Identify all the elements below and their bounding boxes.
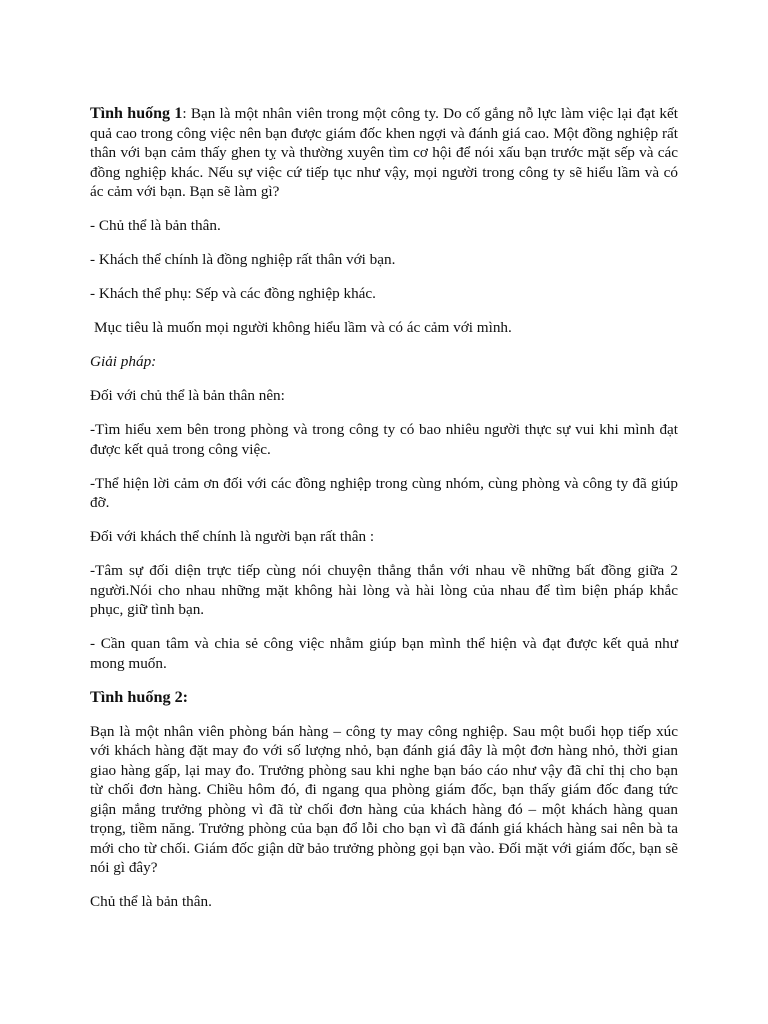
point-subject: - Chủ thể là bản thân. — [90, 217, 221, 234]
self-intro: Đối với chủ thể là bản thân nên: — [90, 387, 285, 404]
self-item-2: -Thể hiện lời cảm ơn đối với các đồng nghiệp trong cùng nhóm, cùng phòng và công ty đã giúp đỡ. — [90, 474, 678, 511]
situation1-label: Tình huống 1 — [90, 105, 183, 122]
friend-item-1: -Tâm sự đối diện trực tiếp cùng nói chuyện thẳng thắn với nhau về những bất đồng giữa 2 người.Nói cho nhau những mặt không hài lòng và hài lòng của nhau để tìm biện pháp khắc phục, giữ tình bạn. — [90, 562, 678, 618]
situation1-separator: : — [182, 105, 191, 122]
document-page — [90, 104, 678, 912]
situation2-subject: Chủ thể là bản thân. — [90, 893, 212, 910]
point-secondary-object: - Khách thể phụ: Sếp và các đồng nghiệp khác. — [90, 285, 376, 302]
situation1-body: Bạn là một nhân viên trong một công ty. Do cố gắng nỗ lực làm việc lại đạt kết quả cao trong công việc nên bạn được giám đốc khen ngợi và đánh giá cao. Một đồng nghiệp rất thân với bạn cảm thấy ghen tỵ và thường xuyên tìm cơ hội để nói xấu bạn trước mặt sếp và các đồng nghiệp khác. Nếu sự việc cứ tiếp tục như vậy, mọi người trong công ty sẽ hiểu lầm và có ác cảm với bạn. Bạn sẽ làm gì? — [90, 105, 678, 200]
situation2-heading: Tình huống 2: — [90, 687, 189, 706]
solution-label: Giải pháp: — [90, 353, 157, 370]
self-item-1: -Tìm hiểu xem bên trong phòng và trong công ty có bao nhiêu người thực sự vui khi mình đạt được kết quả trong công việc. — [90, 421, 678, 458]
friend-item-2: - Cần quan tâm và chia sẻ công việc nhằm giúp bạn mình thể hiện và đạt được kết quả như mong muốn. — [90, 635, 678, 672]
friend-intro: Đối với khách thể chính là người bạn rất thân : — [90, 528, 375, 545]
point-main-object: - Khách thể chính là đồng nghiệp rất thân với bạn. — [90, 251, 396, 268]
situation1-paragraph — [90, 104, 678, 202]
goal-text: Mục tiêu là muốn mọi người không hiểu lầm và có ác cảm với mình. — [94, 319, 512, 336]
situation2-body: Bạn là một nhân viên phòng bán hàng – công ty may công nghiệp. Sau một buổi họp tiếp xúc với khách hàng đặt may đo với số lượng nhỏ, bạn đánh giá đây là một đơn hàng nhỏ, thời gian giao hàng gấp, lại may đo. Trưởng phòng sau khi nghe bạn báo cáo như vậy đã chỉ thị cho bạn từ chối đơn hàng. Chiều hôm đó, đi ngang qua phòng giám đốc, bạn thấy giám đốc đang tức giận mắng trưởng phòng vì đã từ chối đơn hàng của khách hàng đó – một khách hàng quan trọng, tiềm năng. Trưởng phòng của bạn đổ lỗi cho bạn vì đã đánh giá khách hàng sai nên bà ta mới cho từ chối. Giám đốc giận dữ bảo trưởng phòng gọi bạn vào. Đối mặt với giám đốc, bạn sẽ nói gì đây? — [90, 722, 678, 876]
